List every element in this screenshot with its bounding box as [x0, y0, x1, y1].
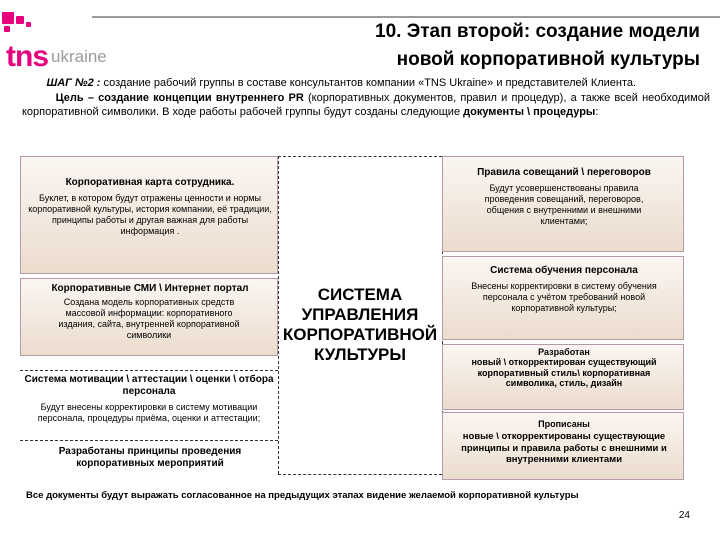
intro-goal	[22, 91, 710, 120]
employee-card-title: Корпоративная карта сотрудника.	[65, 177, 235, 188]
motivation-text: Будут внесены корректировки в систему мотивации персонала, процедуры приёма, оценки и аттестации;	[37, 402, 261, 423]
corporate-media-text: Создана модель корпоративных средств массовой информации: корпоративного издания, сайта, внутренней корпоративной символики	[58, 297, 240, 340]
center-line-1: СИСТЕМА	[317, 285, 403, 304]
training-text: Внесены корректировки в систему обучения персонала с учётом требований новой корпоративной культуры;	[471, 281, 657, 313]
page-number: 24	[678, 510, 690, 521]
corporate-style-title: новый \ откорректирован существующий корпоративный стиль\ корпоративная символика, стиль, дизайн	[471, 357, 657, 388]
meeting-rules-box	[442, 156, 684, 252]
logo-sub: ukraine	[51, 47, 107, 66]
corporate-media-box	[20, 278, 278, 356]
corporate-style-box	[442, 344, 684, 410]
docs-label: документы \ процедуры	[463, 106, 596, 118]
motivation-title: Система мотивации \ аттестации \ оценки \ отбора персонала	[24, 374, 274, 397]
employee-card-text: Буклет, в котором будут отражены ценности и нормы корпоративной культуры, история компании, её традиции, принципы работы и другая важная для работы информация .	[28, 193, 272, 236]
system-center-label	[278, 285, 442, 365]
corporate-style-label: Разработан	[538, 347, 590, 357]
title-line-1: 10. Этап второй: создание модели	[375, 21, 700, 42]
intro-text	[22, 76, 710, 120]
connector-left-low	[20, 440, 278, 441]
step-label: ШАГ №2 :	[46, 77, 101, 89]
center-line-2: УПРАВЛЕНИЯ	[301, 305, 419, 324]
training-box	[442, 256, 684, 340]
employee-card-box	[20, 156, 278, 274]
goal-label: Цель – создание концепции внутреннего PR	[55, 91, 304, 104]
client-rules-label: Прописаны	[538, 419, 590, 429]
events-principles: Разработаны принципы проведения корпоративных мероприятий	[58, 446, 242, 469]
slide-title	[300, 18, 700, 74]
meeting-rules-text: Будут усовершенствованы правила проведения совещаний, переговоров, общения с внутренними и внешними клиентами;	[484, 183, 644, 226]
footer-note: Все документы будут выражать согласованное на предыдущих этапах видение желаемой корпоративной культуры	[26, 490, 579, 501]
docs-end: :	[595, 106, 599, 118]
title-line-2: новой корпоративной культуры	[396, 49, 700, 70]
step-text: создание рабочий группы в составе консультантов компании «TNS Ukraine» и представителей Клиента.	[100, 77, 637, 89]
connector-bottom	[278, 474, 442, 475]
logo-brand: tns	[6, 40, 48, 73]
corporate-media-title: Корпоративные СМИ \ Интернет портал	[51, 283, 249, 294]
tns-logo	[0, 12, 107, 73]
goal-text: (корпоративных документов, правил и процедур), а также всей необходимой корпоративной символики. В ходе работы рабочей группы будут созданы следующие	[22, 91, 710, 118]
connector-top	[278, 156, 442, 157]
meeting-rules-title: Правила совещаний \ переговоров	[477, 167, 651, 178]
center-line-3: КОРПОРАТИВНОЙ	[282, 325, 438, 344]
intro-step	[22, 76, 710, 91]
client-rules-title: новые \ откорректированы существующие принципы и правила работы с внешними и внутренними клиентами	[461, 431, 667, 465]
training-title: Система обучения персонала	[490, 265, 638, 276]
connector-left-mid	[20, 370, 278, 371]
center-line-4: КУЛЬТУРЫ	[313, 345, 407, 364]
client-rules-box	[442, 412, 684, 480]
